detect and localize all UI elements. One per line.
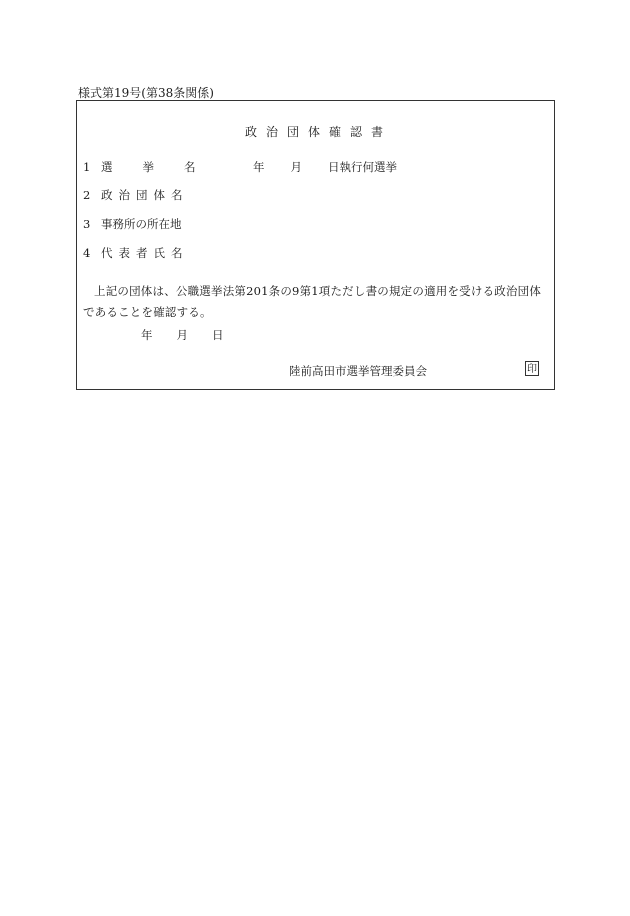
election-date	[253, 159, 397, 175]
item-election-name	[83, 159, 226, 175]
item-number: 2	[83, 188, 91, 202]
item-group-name	[83, 187, 189, 203]
election-suffix: 日執行何選挙	[328, 160, 397, 174]
confirmation-text: 上記の団体は、公職選挙法第201条の9第1項ただし書の規定の適用を受ける政治団体であることを確認する。	[83, 284, 542, 319]
item-label: 事務所の所在地	[101, 217, 182, 231]
month-label: 月	[290, 160, 302, 174]
confirmation-date	[141, 327, 224, 343]
item-number: 1	[83, 160, 91, 174]
item-office-address	[83, 216, 182, 232]
document-title: 政治団体確認書	[244, 125, 392, 139]
seal-mark: 印	[525, 361, 539, 376]
form-number-label: 様式第19号(第38条関係)	[78, 86, 214, 100]
year-label: 年	[253, 160, 265, 174]
item-label: 代表者氏名	[101, 246, 189, 260]
document-frame	[76, 100, 555, 390]
item-label: 選挙名	[101, 160, 226, 174]
item-number: 4	[83, 246, 91, 260]
year-label: 年	[141, 328, 153, 342]
item-label: 政治団体名	[101, 188, 189, 202]
month-label: 月	[176, 328, 188, 342]
committee-name: 陸前高田市選挙管理委員会	[289, 364, 427, 378]
day-label: 日	[212, 328, 224, 342]
item-number: 3	[83, 217, 91, 231]
item-representative-name	[83, 245, 189, 261]
